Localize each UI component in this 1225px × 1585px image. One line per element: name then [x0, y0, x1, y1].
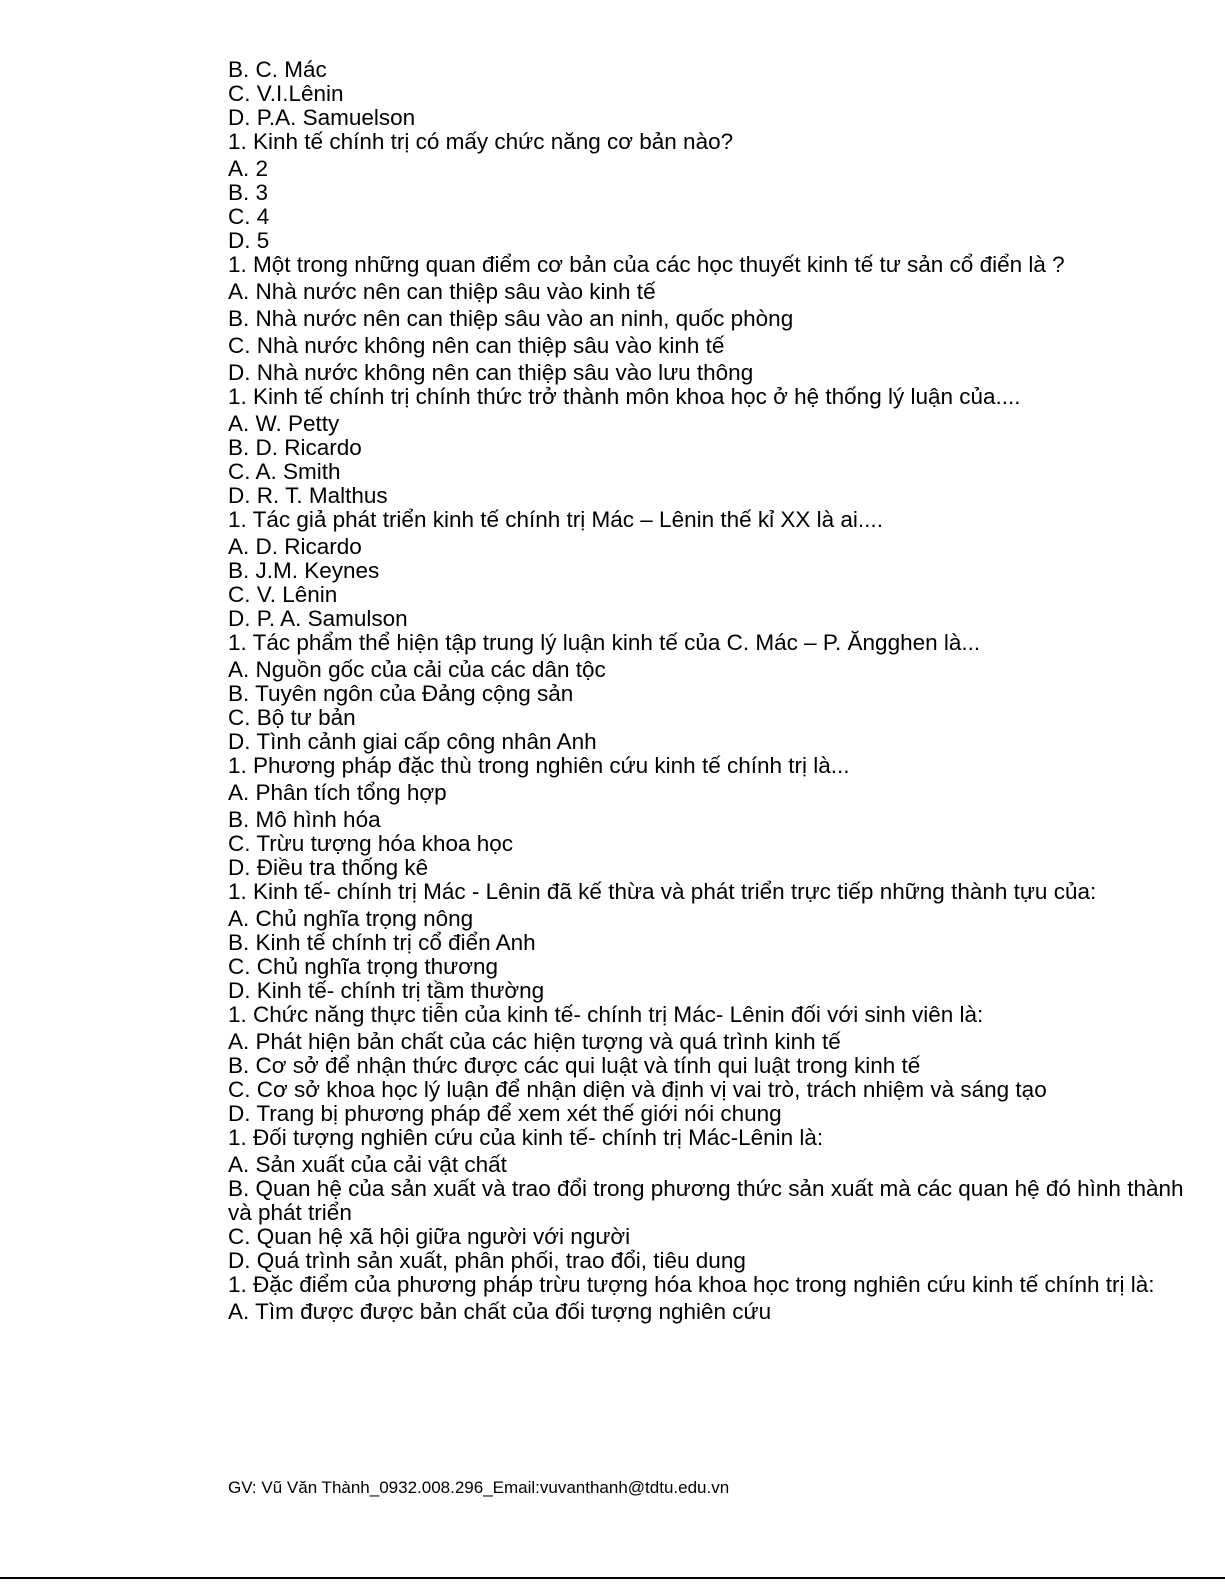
text-line: D. Quá trình sản xuất, phân phối, trao đổi, tiêu dung [228, 1248, 746, 1273]
text-line: C. Trừu tượng hóa khoa học [228, 831, 514, 856]
text-line: A. W. Petty [228, 411, 340, 436]
text-line: 1. Tác phẩm thể hiện tập trung lý luận kinh tế của C. Mác – P. Ăngghen là... [228, 630, 981, 655]
text-line: B. Nhà nước nên can thiệp sâu vào an ninh, quốc phòng [228, 306, 794, 331]
text-line: C. V.I.Lênin [228, 81, 344, 106]
text-line: D. R. T. Malthus [228, 483, 388, 508]
text-line: A. Chủ nghĩa trọng nông [228, 906, 474, 931]
text-line: 1. Một trong những quan điểm cơ bản của các học thuyết kinh tế tư sản cổ điển là ? [228, 252, 1065, 277]
text-line: 1. Tác giả phát triển kinh tế chính trị Mác – Lênin thế kỉ XX là ai.... [228, 507, 883, 532]
text-line: 1. Đối tượng nghiên cứu của kinh tế- chính trị Mác-Lênin là: [228, 1125, 824, 1150]
text-line: 1. Kinh tế chính trị có mấy chức năng cơ bản nào? [228, 129, 734, 154]
text-line: C. Bộ tư bản [228, 705, 356, 730]
text-line: A. D. Ricardo [228, 534, 362, 559]
text-line: B. 3 [228, 180, 269, 205]
text-line: D. Trang bị phương pháp để xem xét thế giới nói chung [228, 1101, 782, 1126]
text-line: D. P.A. Samuelson [228, 105, 416, 130]
text-line: D. Tình cảnh giai cấp công nhân Anh [228, 729, 597, 754]
text-line: B. Cơ sở để nhận thức được các qui luật và tính qui luật trong kinh tế [228, 1053, 921, 1078]
page-footer: GV: Vũ Văn Thành_0932.008.296_Email:vuvanthanh@tdtu.edu.vn [228, 1478, 730, 1497]
text-line: C. Cơ sở khoa học lý luận để nhận diện và định vị vai trò, trách nhiệm và sáng tạo [228, 1077, 1047, 1102]
text-line: C. 4 [228, 204, 270, 229]
text-line: B. C. Mác [228, 57, 327, 82]
text-line: C. Quan hệ xã hội giữa người với người [228, 1224, 631, 1249]
document-body [228, 58, 1188, 1324]
text-line: D. Điều tra thống kê [228, 855, 429, 880]
text-line: B. Kinh tế chính trị cổ điển Anh [228, 930, 536, 955]
text-line: C. Nhà nước không nên can thiệp sâu vào kinh tế [228, 333, 725, 358]
text-line: B. D. Ricardo [228, 435, 362, 460]
text-line: B. Mô hình hóa [228, 807, 381, 832]
text-line: A. Sản xuất của cải vật chất [228, 1152, 507, 1177]
text-line: B. J.M. Keynes [228, 558, 380, 583]
text-line: D. Kinh tế- chính trị tầm thường [228, 978, 545, 1003]
text-line: B. Tuyên ngôn của Đảng cộng sản [228, 681, 574, 706]
text-line: C. V. Lênin [228, 582, 338, 607]
text-line: 1. Phương pháp đặc thù trong nghiên cứu kinh tế chính trị là... [228, 753, 850, 778]
text-line: A. Nguồn gốc của cải của các dân tộc [228, 657, 606, 682]
text-line: 1. Kinh tế- chính trị Mác - Lênin đã kế thừa và phát triển trực tiếp những thành tựu của: [228, 879, 1097, 904]
text-line: C. A. Smith [228, 459, 341, 484]
text-line: D. P. A. Samulson [228, 606, 408, 631]
text-line: B. Quan hệ của sản xuất và trao đổi trong phương thức sản xuất mà các quan hệ đó hình thành và phát triển [228, 1176, 1184, 1225]
text-line: A. 2 [228, 156, 269, 181]
text-line: A. Nhà nước nên can thiệp sâu vào kinh tế [228, 279, 656, 304]
text-line: A. Tìm được được bản chất của đối tượng nghiên cứu [228, 1299, 772, 1324]
text-line: D. 5 [228, 228, 270, 253]
text-line: 1. Kinh tế chính trị chính thức trở thành môn khoa học ở hệ thống lý luận của.... [228, 384, 1021, 409]
text-line: 1. Chức năng thực tiễn của kinh tế- chính trị Mác- Lênin đối với sinh viên là: [228, 1002, 984, 1027]
text-line: A. Phân tích tổng hợp [228, 780, 447, 805]
text-line: C. Chủ nghĩa trọng thương [228, 954, 498, 979]
bottom-rule [0, 1577, 1225, 1579]
text-line: D. Nhà nước không nên can thiệp sâu vào lưu thông [228, 360, 754, 385]
text-line: 1. Đặc điểm của phương pháp trừu tượng hóa khoa học trong nghiên cứu kinh tế chính trị là: [228, 1272, 1155, 1297]
text-line: A. Phát hiện bản chất của các hiện tượng và quá trình kinh tế [228, 1029, 841, 1054]
